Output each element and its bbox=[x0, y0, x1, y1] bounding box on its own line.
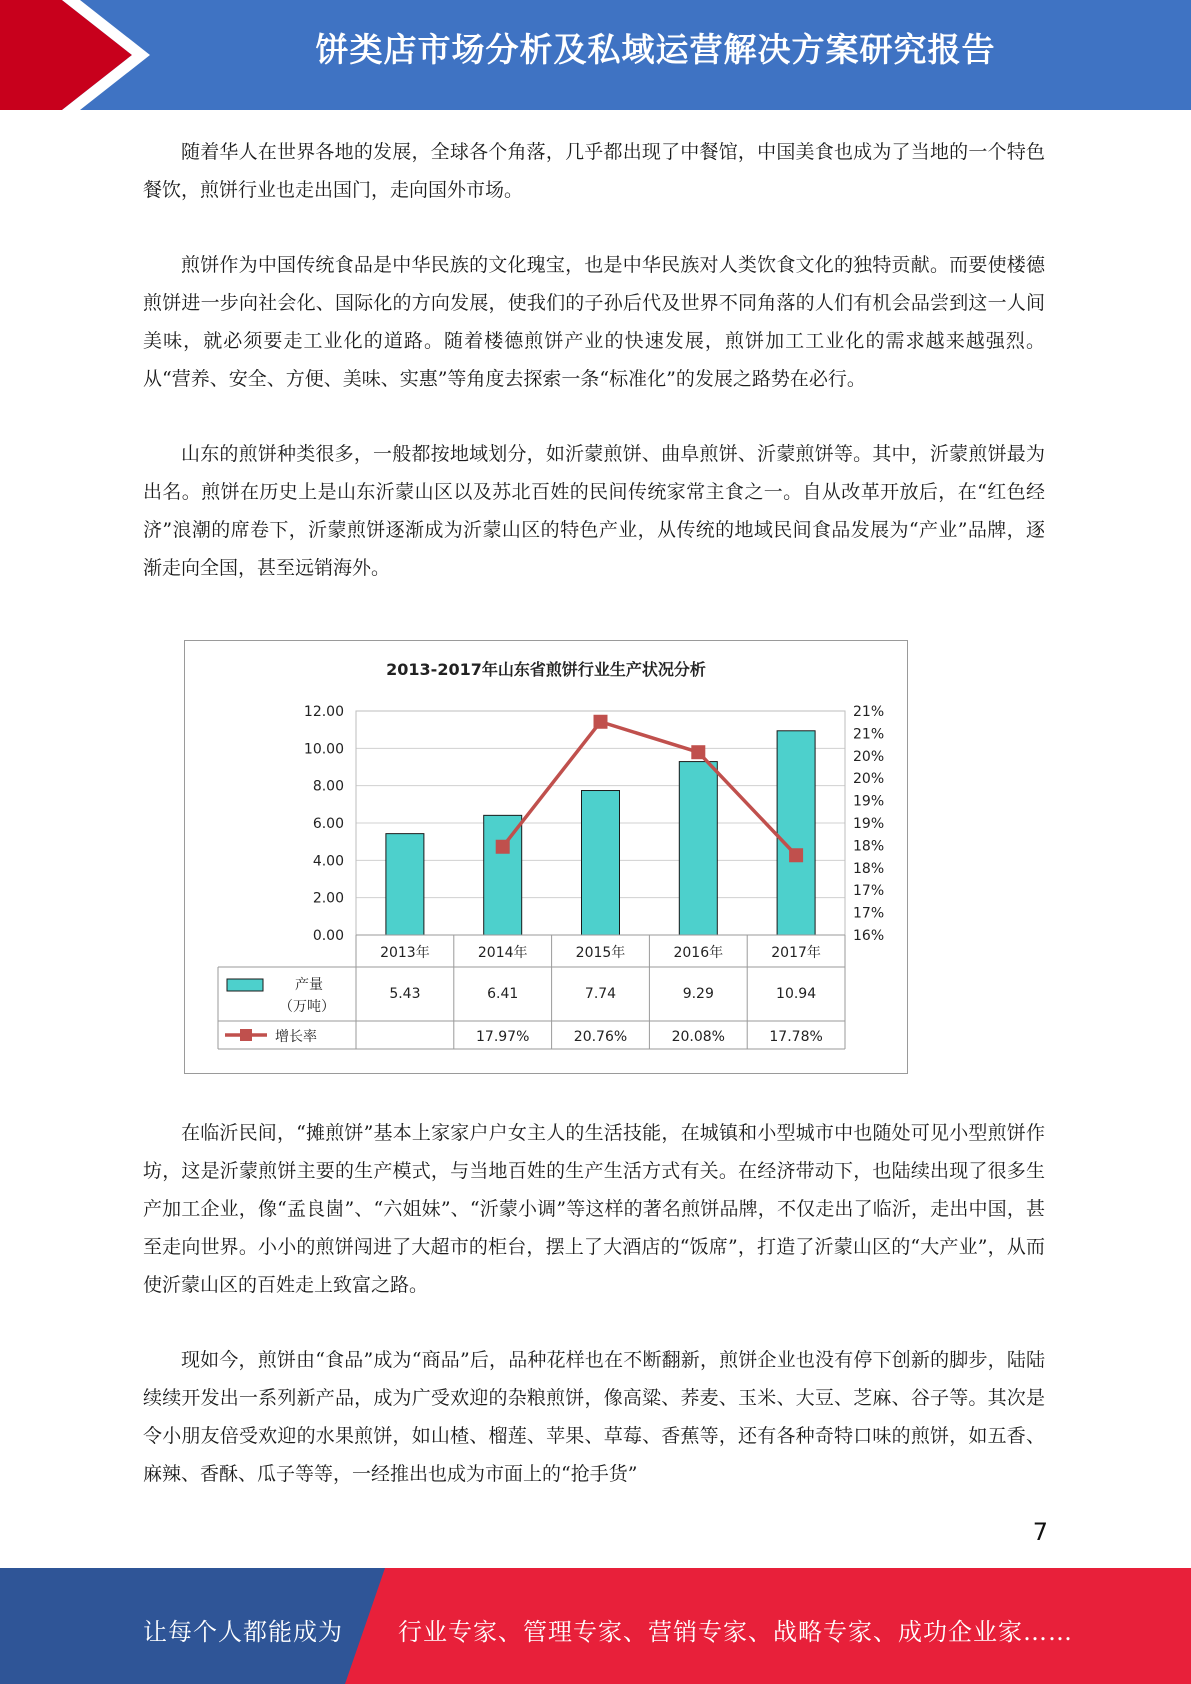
page-footer bbox=[0, 1568, 1191, 1684]
paragraph: 在临沂民间，“摊煎饼”基本上家家户户女主人的生活技能，在城镇和小型城市中也随处可见小型煎饼作坊，这是沂蒙煎饼主要的生产模式，与当地百姓的生产生活方式有关。在经济带动下，也陆续出现了很多生产加工企业，像“孟良崮”、“六姐妹”、“沂蒙小调”等这样的著名煎饼品牌，不仅走出了临沂，走出中国，甚至走向世界。小小的煎饼闯进了大超市的柜台，摆上了大酒店的“饭席”，打造了沂蒙山区的“大产业”，从而使沂蒙山区的百姓走上致富之路。 bbox=[143, 1122, 1045, 1296]
growth-value-label: 17.78% bbox=[769, 1029, 823, 1045]
y2-tick-label: 17% bbox=[853, 883, 885, 900]
y2-tick-label: 21% bbox=[853, 704, 885, 720]
legend-bar-name-line2: （万吨） bbox=[279, 999, 335, 1015]
production-chart bbox=[184, 640, 908, 1074]
y2-tick-label: 17% bbox=[853, 905, 885, 922]
y2-tick-label: 18% bbox=[853, 838, 885, 855]
body-text-bottom bbox=[143, 1114, 1045, 1530]
legend-line-marker bbox=[240, 1029, 252, 1041]
bar bbox=[679, 762, 717, 935]
chart-svg bbox=[185, 641, 907, 1073]
paragraph: 山东的煎饼种类很多，一般都按地域划分，如沂蒙煎饼、曲阜煎饼、沂蒙煎饼等。其中，沂蒙煎饼最为出名。煎饼在历史上是山东沂蒙山区以及苏北百姓的民间传统家常主食之一。自从改革开放后，在“红色经济”浪潮的席卷下，沂蒙煎饼逐渐成为沂蒙山区的特色产业，从传统的地域民间食品发展为“产业”品牌，逐渐走向全国，甚至远销海外。 bbox=[143, 443, 1045, 579]
y-tick-label: 8.00 bbox=[312, 778, 344, 795]
bar-value-label: 7.74 bbox=[584, 986, 617, 1002]
footer-slogan-left: 让每个人都能成为 bbox=[143, 1618, 343, 1646]
y2-tick-label: 19% bbox=[853, 816, 885, 832]
legend-bar-key bbox=[227, 979, 263, 991]
legend-bar-name-line1: 产量 bbox=[295, 977, 323, 993]
growth-rate-marker bbox=[691, 745, 705, 759]
page-header bbox=[0, 0, 1191, 110]
body-text-top bbox=[143, 133, 1045, 624]
paragraph: 随着华人在世界各地的发展，全球各个角落，几乎都出现了中餐馆，中国美食也成为了当地的一个特色餐饮，煎饼行业也走出国门，走向国外市场。 bbox=[143, 141, 1045, 201]
y2-tick-label: 20% bbox=[853, 748, 885, 765]
footer-slogan-right: 行业专家、管理专家、营销专家、战略专家、成功企业家…… bbox=[398, 1618, 1073, 1646]
bar-value-label: 5.43 bbox=[389, 986, 421, 1002]
bar bbox=[582, 791, 620, 935]
y-tick-label: 4.00 bbox=[312, 853, 344, 870]
growth-rate-marker bbox=[594, 715, 608, 729]
bar bbox=[777, 731, 815, 935]
category-label: 2015年 bbox=[575, 945, 626, 961]
bar-value-label: 9.29 bbox=[682, 986, 714, 1002]
y-tick-label: 0.00 bbox=[312, 928, 344, 944]
bar-value-label: 6.41 bbox=[487, 986, 519, 1002]
y-tick-label: 12.00 bbox=[303, 704, 344, 720]
category-label: 2017年 bbox=[771, 945, 821, 961]
header-chevron-decoration bbox=[0, 0, 150, 110]
chart-title: 2013-2017年山东省煎饼行业生产状况分析 bbox=[386, 660, 706, 679]
y2-tick-label: 16% bbox=[853, 928, 885, 944]
page-number: 7 bbox=[1032, 1518, 1048, 1546]
growth-value-label: 20.76% bbox=[573, 1029, 628, 1045]
bar-value-label: 10.94 bbox=[776, 986, 817, 1002]
legend-line-name: 增长率 bbox=[275, 1029, 317, 1045]
y-tick-label: 2.00 bbox=[312, 890, 344, 907]
growth-value-label: 20.08% bbox=[671, 1029, 725, 1045]
report-title: 饼类店市场分析及私域运营解决方案研究报告 bbox=[315, 30, 996, 69]
y-tick-label: 6.00 bbox=[312, 816, 344, 832]
bar bbox=[484, 815, 522, 935]
paragraph: 现如今，煎饼由“食品”成为“商品”后，品种花样也在不断翻新，煎饼企业也没有停下创新的脚步，陆陆续续开发出一系列新产品，成为广受欢迎的杂粮煎饼，像高粱、荞麦、玉米、大豆、芝麻、谷子等。其次是令小朋友倍受欢迎的水果煎饼，如山楂、榴莲、苹果、草莓、香蕉等，还有各种奇特口味的煎饼，如五香、麻辣、香酥、瓜子等等，一经推出也成为市面上的“抢手货” bbox=[143, 1349, 1045, 1485]
paragraph: 煎饼作为中国传统食品是中华民族的文化瑰宝，也是中华民族对人类饮食文化的独特贡献。而要使楼德煎饼进一步向社会化、国际化的方向发展，使我们的子孙后代及世界不同角落的人们有机会品尝到这一人间美味，就必须要走工业化的道路。随着楼德煎饼产业的快速发展，煎饼加工工业化的需求越来越强烈。从“营养、安全、方便、美味、实惠”等角度去探索一条“标准化”的发展之路势在必行。 bbox=[143, 254, 1045, 390]
bar bbox=[386, 834, 424, 935]
growth-rate-marker bbox=[789, 848, 803, 862]
category-label: 2016年 bbox=[673, 945, 724, 961]
growth-value-label: 17.97% bbox=[476, 1029, 530, 1045]
y2-tick-label: 18% bbox=[853, 860, 885, 877]
y2-tick-label: 21% bbox=[853, 726, 885, 743]
y2-tick-label: 19% bbox=[853, 793, 885, 810]
y-tick-label: 10.00 bbox=[303, 741, 344, 758]
y2-tick-label: 20% bbox=[853, 771, 885, 788]
category-label: 2014年 bbox=[477, 945, 528, 961]
growth-rate-line bbox=[503, 722, 796, 856]
category-label: 2013年 bbox=[380, 945, 430, 961]
growth-rate-marker bbox=[496, 840, 510, 854]
